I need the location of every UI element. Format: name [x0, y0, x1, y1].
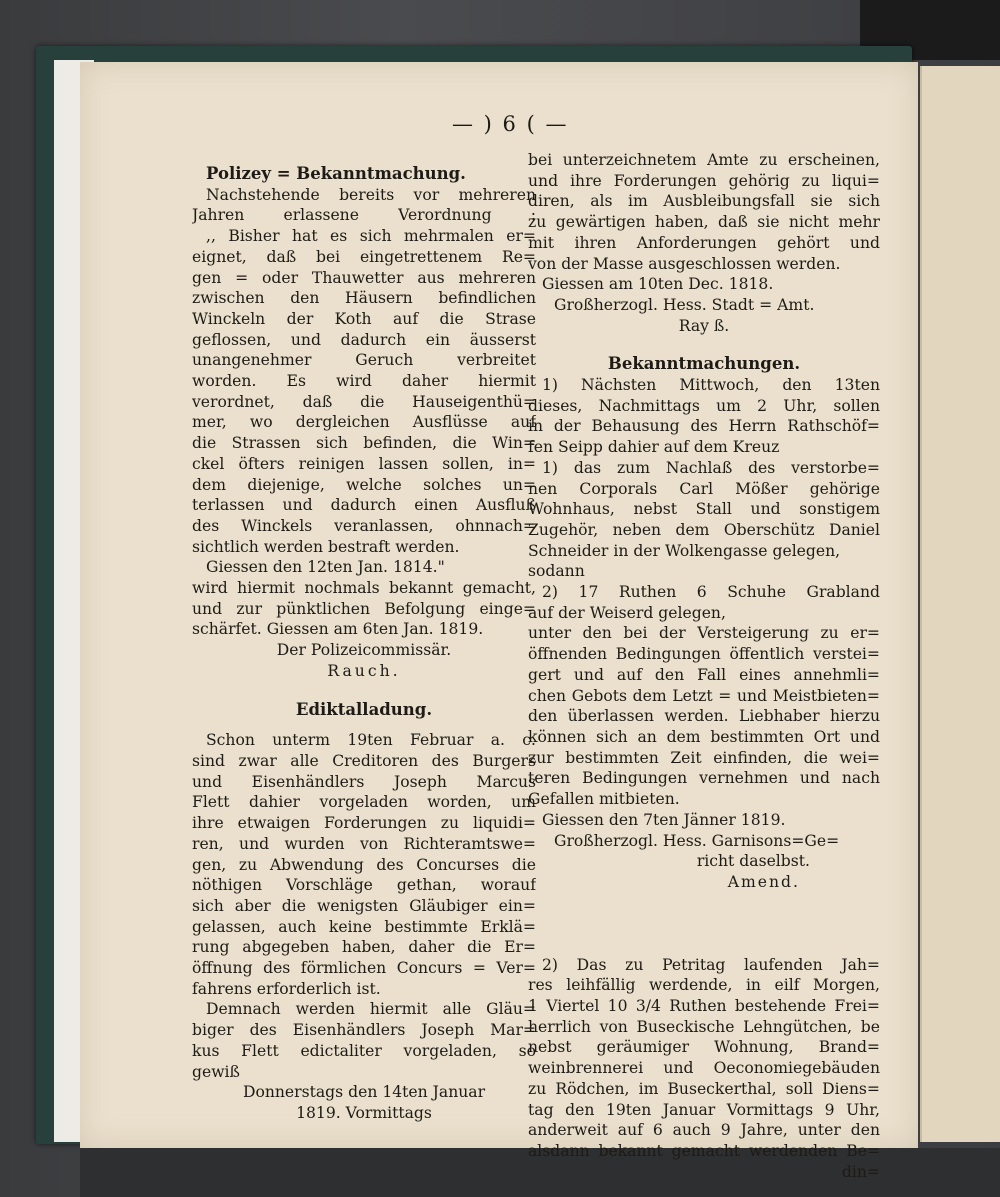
garrison-court-authority-1: Großherzogl. Hess. Garnisons=Ge=	[554, 831, 840, 850]
text-line: dieses, Nachmittags um 2 Uhr, sollen	[528, 396, 880, 415]
text-line: verordnet, daß die Hauseigenthü=	[192, 392, 536, 411]
police-signature-title: Der Polizeicommissär.	[276, 641, 452, 660]
text-line: din=	[841, 1162, 880, 1181]
garrison-court-authority-2: richt daselbst.	[696, 852, 810, 871]
text-line: ckel öfters reinigen lassen sollen, in=	[192, 454, 536, 473]
text-line: zwischen den Häusern befindlichen	[192, 289, 536, 308]
text-line: sodann	[528, 562, 585, 581]
edict-continuation	[528, 150, 880, 295]
text-line: können sich an dem bestimmten Ort und	[528, 727, 880, 746]
text-line: alsdann bekannt gemacht werdenden Be=	[528, 1141, 880, 1160]
text-line: Zugehör, neben dem Oberschütz Daniel	[528, 520, 880, 539]
text-line: nöthigen Vorschläge gethan, worauf	[192, 876, 536, 895]
text-line: gen = oder Thauwetter aus mehreren	[192, 268, 536, 287]
text-line: bei unterzeichnetem Amte zu erscheinen,	[528, 151, 880, 169]
text-line: schärfet. Giessen am 6ten Jan. 1819.	[192, 620, 484, 639]
text-line: von der Masse ausgeschlossen werden.	[528, 254, 841, 273]
text-line: 1) das zum Nachlaß des verstorbe=	[542, 458, 880, 477]
text-line: eignet, daß bei eingetrettenem Re=	[192, 247, 536, 266]
text-line: zur bestimmten Zeit einfinden, die wei=	[528, 748, 880, 767]
text-line: 2) 17 Ruthen 6 Schuhe Grabland	[542, 583, 880, 602]
text-line: kus Flett edictaliter vorgeladen, so	[192, 1041, 536, 1060]
text-line: dem diejenige, welche solches un=	[192, 475, 536, 494]
text-line: sind zwar alle Creditoren des Burgers	[192, 751, 536, 770]
text-line: tag den 19ten Januar Vormittags 9 Uhr,	[528, 1100, 880, 1119]
text-line: nen Corporals Carl Mößer gehörige	[528, 479, 880, 498]
text-line: Flett dahier vorgeladen worden, um	[192, 793, 536, 812]
text-line: öffnenden Bedingungen öffentlich verstei=	[528, 645, 880, 664]
text-line: Giessen den 12ten Jan. 1814."	[206, 558, 445, 577]
text-line: worden. Es wird daher hiermit	[192, 372, 536, 391]
text-line: Jahren erlassene Verordnung :	[192, 206, 536, 225]
text-line: geflossen, und dadurch ein äusserst	[192, 330, 536, 349]
text-line: 1819. Vormittags	[296, 1103, 432, 1122]
text-line: chen Gebots dem Letzt = und Meistbieten=	[528, 686, 880, 705]
text-line: res leihfällig werdende, in eilf Morgen,	[528, 976, 880, 995]
page-number: — ) 6 ( —	[452, 112, 569, 136]
text-line: auf der Weiserd gelegen,	[528, 603, 726, 622]
garrison-court-signature: Amend.	[727, 872, 800, 891]
text-line: Giessen am 10ten Dec. 1818.	[542, 275, 774, 294]
text-line: Schon unterm 19ten Februar a. c.	[206, 731, 536, 750]
text-line: sichtlich werden bestraft werden.	[192, 537, 460, 556]
text-line: fahrens erforderlich ist.	[192, 979, 381, 998]
text-line: den überlassen werden. Liebhaber hierzu	[528, 707, 880, 726]
text-line: Giessen den 7ten Jänner 1819.	[542, 810, 786, 829]
text-line: teren Bedingungen vernehmen und nach	[528, 769, 880, 788]
text-line: terlassen und dadurch einen Ausfluß	[192, 496, 536, 515]
text-line: Wohnhaus, nebst Stall und sonstigem	[528, 500, 880, 519]
police-signature-name: Rauch.	[327, 661, 401, 680]
lease-notice-body	[528, 955, 880, 1183]
text-line: ren, und wurden von Richteramtswe=	[192, 834, 536, 853]
edict-heading: Ediktalladung.	[295, 699, 433, 719]
text-line: 1 Viertel 10 3/4 Ruthen bestehende Frei=	[528, 997, 880, 1016]
text-line: 1) Nächsten Mittwoch, den 13ten	[542, 376, 880, 395]
text-line: ,, Bisher hat es sich mehrmalen er=	[206, 227, 536, 246]
text-line: mit ihren Anforderungen gehört und	[528, 233, 880, 252]
text-line: herrlich von Buseckische Lehngütchen, be	[528, 1017, 880, 1036]
text-line: Nachstehende bereits vor mehreren	[206, 185, 536, 204]
text-line: biger des Eisenhändlers Joseph Mar=	[192, 1021, 536, 1040]
text-line: mer, wo dergleichen Ausflüsse auf	[192, 413, 536, 432]
text-line: Gefallen mitbieten.	[528, 790, 680, 809]
text-line: sich aber die wenigsten Gläubiger ein=	[192, 896, 536, 915]
text-line: gen, zu Abwendung des Concurses die	[192, 855, 536, 874]
text-line: die Strassen sich befinden, die Win=	[192, 434, 536, 453]
left-column	[192, 164, 536, 1124]
text-line: und ihre Forderungen gehörig zu liqui=	[528, 171, 880, 190]
text-line: weinbrennerei und Oeconomiegebäuden	[528, 1059, 880, 1078]
right-column	[528, 150, 880, 1182]
text-line: rung abgegeben haben, daher die Er=	[192, 938, 536, 957]
edict-body	[192, 730, 536, 1123]
text-line: zu Rödchen, im Buseckerthal, soll Diens=	[528, 1079, 880, 1098]
city-office-authority: Großherzogl. Hess. Stadt = Amt.	[554, 295, 815, 314]
text-line: Demnach werden hiermit alle Gläu=	[206, 1000, 536, 1019]
city-office-signature: Ray ß.	[678, 316, 730, 335]
text-line: des Winckels veranlassen, ohnnach=	[192, 516, 536, 535]
text-line: Schneider in der Wolkengasse gelegen,	[528, 541, 841, 560]
text-line: gelassen, auch keine bestimmte Erklä=	[192, 917, 536, 936]
text-line: ihre etwaigen Forderungen zu liquidi=	[192, 814, 536, 833]
text-line: und zur pünktlichen Befolgung einge=	[192, 599, 536, 618]
text-line: Donnerstags den 14ten Januar	[242, 1083, 486, 1102]
text-line: fen Seipp dahier auf dem Kreuz	[528, 438, 780, 457]
text-line: 2) Das zu Petritag laufenden Jah=	[542, 955, 880, 974]
text-line: unangenehmer Geruch verbreitet	[192, 351, 536, 370]
text-line: diren, als im Ausbleibungsfall sie sich	[528, 192, 880, 211]
text-line: gewiß	[192, 1062, 240, 1081]
text-line: anderweit auf 6 auch 9 Jahre, unter den	[528, 1121, 880, 1140]
text-line: öffnung des förmlichen Concurs = Ver=	[192, 959, 536, 978]
text-line: wird hiermit nochmals bekannt gemacht,	[192, 579, 536, 598]
text-line: gert und auf den Fall eines annehmli=	[528, 665, 880, 684]
text-line: in der Behausung des Herrn Rathschöf=	[528, 417, 880, 436]
next-page-edge	[920, 66, 1000, 1142]
police-notice-body	[192, 185, 536, 640]
police-notice-heading: Polizey = Bekanntmachung.	[206, 164, 466, 183]
text-line: und Eisenhändlers Joseph Marcus	[192, 772, 536, 791]
announcements-heading: Bekanntmachungen.	[607, 354, 801, 374]
text-line: unter den bei der Versteigerung zu er=	[528, 624, 880, 643]
text-line: zu gewärtigen haben, daß sie nicht mehr	[528, 213, 880, 232]
text-line: nebst geräumiger Wohnung, Brand=	[528, 1038, 880, 1057]
announcements-body	[528, 375, 880, 830]
text-line: Winckeln der Koth auf die Strase	[192, 309, 536, 328]
